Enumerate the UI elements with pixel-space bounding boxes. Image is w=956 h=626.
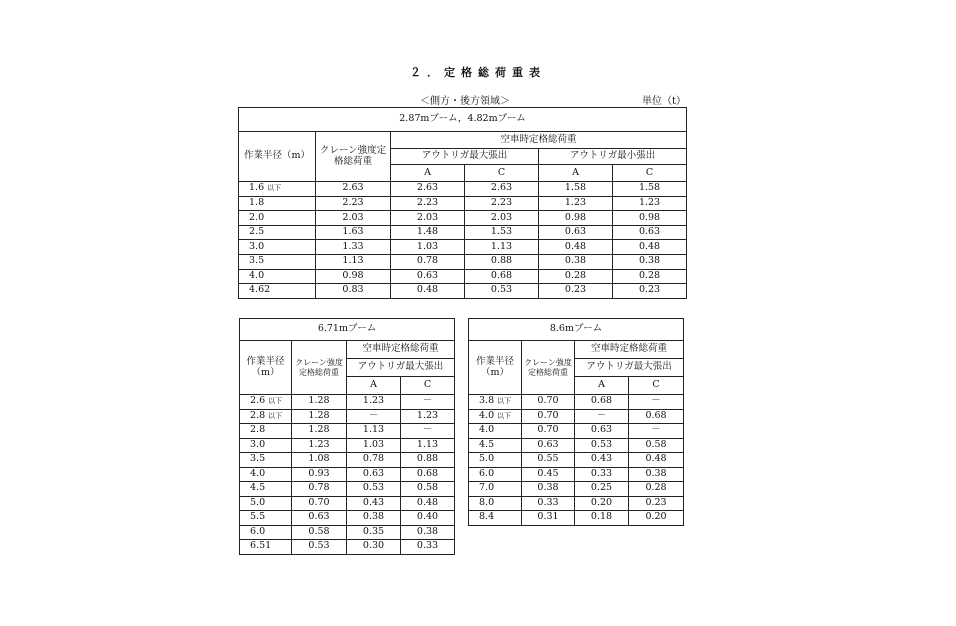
cell-radius [240,511,292,526]
header-a: A [539,165,613,182]
cell-max-a: 0.18 [575,511,629,526]
cell-min-a: 0.28 [539,269,613,284]
cell-max-c: 1.13 [401,438,455,453]
radius-value: 7.0 [479,482,495,494]
cell-crane-capacity: 0.33 [522,496,575,511]
radius-value: 4.0 [479,409,495,421]
cell-max-c: 0.23 [629,496,684,511]
cell-crane-capacity: 1.63 [316,225,391,240]
cell-min-c: 0.98 [613,211,687,226]
radius-value: 3.5 [249,255,265,267]
radius-value: 1.6 [249,182,265,194]
table-row [469,453,684,468]
table-row [469,511,684,526]
cell-max-c: 0.68 [465,269,539,284]
cell-min-c: 1.23 [613,196,687,211]
cell-max-c: 0.40 [401,511,455,526]
radius-qualifier: 以下 [267,184,282,193]
cell-max-a: 0.53 [575,438,629,453]
cell-max-c: 0.38 [629,467,684,482]
radius-value: 5.0 [479,453,495,465]
radius-value: 6.0 [250,525,266,537]
cell-radius [239,211,316,226]
cell-radius [240,453,292,468]
table-row [469,395,684,410]
region-note: ＜側方・後方領域＞ [420,96,510,107]
cell-max-a: 0.53 [347,482,401,497]
cell-radius [239,225,316,240]
cell-crane-capacity: 1.28 [292,395,347,410]
cell-max-a: 0.43 [575,453,629,468]
header-crane-capacity: クレーン強度定格総荷重 [316,132,391,182]
radius-value: 4.5 [479,438,495,450]
cell-max-a: 0.78 [347,453,401,468]
cell-max-c: 0.88 [401,453,455,468]
radius-value: 6.0 [479,467,495,479]
table-row [240,453,455,468]
table-row [469,467,684,482]
cell-crane-capacity: 0.63 [292,511,347,526]
load-table-6-71m-boom [239,318,455,555]
table-caption: 8.6mブーム [469,319,684,341]
cell-max-a: 0.78 [391,254,465,269]
cell-max-a: 1.03 [347,438,401,453]
header-empty-load: 空車時定格総荷重 [347,341,455,359]
cell-radius [469,482,522,497]
table-row [240,482,455,497]
cell-crane-capacity: 0.31 [522,511,575,526]
header-c: C [465,165,539,182]
cell-min-c: 0.23 [613,284,687,299]
cell-crane-capacity: 0.98 [316,269,391,284]
cell-max-a: 2.23 [391,196,465,211]
cell-max-a: 0.38 [347,511,401,526]
cell-max-c: 1.53 [465,225,539,240]
cell-radius [469,496,522,511]
cell-max-c: 0.88 [465,254,539,269]
cell-max-c: 1.23 [401,409,455,424]
cell-radius [239,269,316,284]
cell-crane-capacity: 0.83 [316,284,391,299]
table-caption: 6.71mブーム [240,319,455,341]
cell-max-c: 1.13 [465,240,539,255]
cell-max-a: 0.63 [575,424,629,439]
cell-crane-capacity: 0.93 [292,467,347,482]
header-outrigger-max: アウトリガ最大張出 [391,149,539,165]
cell-radius [240,424,292,439]
header-outrigger-max: アウトリガ最大張出 [575,359,684,377]
cell-radius [240,540,292,555]
cell-max-c: － [629,424,684,439]
cell-min-a: 1.23 [539,196,613,211]
table-caption: 2.87mブーム，4.82mブーム [239,108,687,132]
table-row [240,424,455,439]
cell-radius [469,453,522,468]
cell-max-a: － [575,409,629,424]
table-row [239,284,687,299]
table-row [240,467,455,482]
table-row [240,438,455,453]
cell-min-c: 0.28 [613,269,687,284]
table-row [469,424,684,439]
cell-crane-capacity: 1.33 [316,240,391,255]
page-title: ２．定格総荷重表 [410,66,546,79]
table-row [240,395,455,410]
cell-crane-capacity: 0.45 [522,467,575,482]
table-row [239,225,687,240]
cell-max-c: 0.48 [401,496,455,511]
header-outrigger-min: アウトリガ最小張出 [539,149,687,165]
radius-value: 3.0 [249,240,265,252]
radius-qualifier: 以下 [497,411,512,420]
radius-value: 1.8 [249,196,265,208]
header-radius: 作業半径（m） [469,341,522,395]
cell-max-a: 0.25 [575,482,629,497]
header-c: C [401,377,455,395]
radius-value: 6.51 [250,540,272,552]
cell-max-c: 0.53 [465,284,539,299]
cell-crane-capacity: 0.38 [522,482,575,497]
radius-value: 2.5 [249,226,265,238]
cell-radius [239,284,316,299]
header-outrigger-max: アウトリガ最大張出 [347,359,455,377]
radius-value: 8.0 [479,496,495,508]
header-a: A [391,165,465,182]
load-table-2-87-4-82m-boom [238,107,687,299]
cell-radius [240,482,292,497]
cell-max-a: － [347,409,401,424]
header-a: A [575,377,629,395]
cell-max-a: 0.33 [575,467,629,482]
cell-max-c: 0.58 [629,438,684,453]
cell-crane-capacity: 1.28 [292,409,347,424]
cell-crane-capacity: 2.03 [316,211,391,226]
radius-value: 2.8 [250,409,266,421]
table-row [469,496,684,511]
table-row [469,482,684,497]
table-row [240,496,455,511]
table-row [239,240,687,255]
radius-value: 4.0 [479,424,495,436]
table-row [239,182,687,197]
radius-value: 4.62 [249,284,271,296]
cell-max-c: 0.48 [629,453,684,468]
cell-max-c: 0.33 [401,540,455,555]
cell-max-c: － [401,395,455,410]
cell-radius [469,511,522,526]
cell-max-c: 0.28 [629,482,684,497]
header-crane-capacity: クレーン強度定格総荷重 [522,341,575,395]
table-row [239,211,687,226]
radius-value: 4.5 [250,482,266,494]
radius-value: 3.5 [250,453,266,465]
cell-max-a: 0.68 [575,395,629,410]
cell-radius [239,196,316,211]
header-empty-load: 空車時定格総荷重 [391,132,687,149]
cell-crane-capacity: 1.28 [292,424,347,439]
cell-max-c: 2.63 [465,182,539,197]
cell-max-c: 0.68 [629,409,684,424]
header-radius: 作業半径（m） [239,132,316,182]
radius-value: 5.0 [250,496,266,508]
cell-max-c: 0.58 [401,482,455,497]
cell-radius [240,409,292,424]
cell-radius [240,525,292,540]
cell-radius [240,467,292,482]
cell-crane-capacity: 0.78 [292,482,347,497]
cell-max-c: 0.38 [401,525,455,540]
cell-min-a: 0.98 [539,211,613,226]
table-row [240,540,455,555]
cell-max-a: 1.13 [347,424,401,439]
header-c: C [613,165,687,182]
cell-min-a: 1.58 [539,182,613,197]
table-row [239,269,687,284]
table-row [240,511,455,526]
radius-value: 2.0 [249,211,265,223]
cell-max-a: 0.30 [347,540,401,555]
cell-max-a: 0.20 [575,496,629,511]
load-table-8-6m-boom [468,318,684,526]
cell-crane-capacity: 1.13 [316,254,391,269]
cell-min-c: 0.38 [613,254,687,269]
cell-radius [239,240,316,255]
unit-note: 単位（t） [642,96,687,107]
header-crane-capacity: クレーン強度定格総荷重 [292,341,347,395]
cell-min-a: 0.23 [539,284,613,299]
table-row [239,196,687,211]
cell-radius [240,395,292,410]
header-empty-load: 空車時定格総荷重 [575,341,684,359]
cell-max-a: 1.23 [347,395,401,410]
table-row [469,438,684,453]
cell-crane-capacity: 2.63 [316,182,391,197]
cell-min-c: 0.63 [613,225,687,240]
cell-crane-capacity: 1.23 [292,438,347,453]
cell-radius [239,182,316,197]
cell-crane-capacity: 0.53 [292,540,347,555]
cell-max-a: 0.43 [347,496,401,511]
cell-max-c: 0.20 [629,511,684,526]
cell-crane-capacity: 0.70 [292,496,347,511]
radius-qualifier: 以下 [268,411,283,420]
radius-value: 4.0 [249,269,265,281]
header-radius: 作業半径（m） [240,341,292,395]
cell-radius [240,438,292,453]
table-row [469,409,684,424]
radius-value: 3.8 [479,395,495,407]
table-row [239,254,687,269]
cell-max-c: 2.23 [465,196,539,211]
cell-radius [469,409,522,424]
header-a: A [347,377,401,395]
cell-crane-capacity: 0.70 [522,424,575,439]
radius-value: 2.8 [250,424,266,436]
cell-min-a: 0.48 [539,240,613,255]
radius-value: 4.0 [250,467,266,479]
cell-crane-capacity: 0.55 [522,453,575,468]
cell-radius [240,496,292,511]
cell-max-a: 1.48 [391,225,465,240]
header-c: C [629,377,684,395]
cell-max-a: 1.03 [391,240,465,255]
cell-crane-capacity: 0.63 [522,438,575,453]
cell-max-c: － [401,424,455,439]
radius-qualifier: 以下 [268,397,283,406]
cell-crane-capacity: 0.70 [522,395,575,410]
cell-max-c: 2.03 [465,211,539,226]
cell-radius [469,438,522,453]
cell-min-a: 0.38 [539,254,613,269]
cell-radius [469,467,522,482]
cell-crane-capacity: 1.08 [292,453,347,468]
radius-value: 3.0 [250,438,266,450]
cell-crane-capacity: 0.58 [292,525,347,540]
cell-radius [239,254,316,269]
cell-max-a: 0.63 [391,269,465,284]
cell-max-a: 0.48 [391,284,465,299]
radius-value: 8.4 [479,511,495,523]
cell-max-c: － [629,395,684,410]
cell-min-a: 0.63 [539,225,613,240]
cell-radius [469,395,522,410]
cell-min-c: 1.58 [613,182,687,197]
radius-qualifier: 以下 [497,397,512,406]
cell-max-a: 2.03 [391,211,465,226]
cell-crane-capacity: 0.70 [522,409,575,424]
cell-radius [469,424,522,439]
table-row [240,525,455,540]
radius-value: 2.6 [250,395,266,407]
cell-max-a: 0.35 [347,525,401,540]
table-row [240,409,455,424]
cell-max-a: 0.63 [347,467,401,482]
radius-value: 5.5 [250,511,266,523]
cell-crane-capacity: 2.23 [316,196,391,211]
cell-max-a: 2.63 [391,182,465,197]
cell-min-c: 0.48 [613,240,687,255]
cell-max-c: 0.68 [401,467,455,482]
